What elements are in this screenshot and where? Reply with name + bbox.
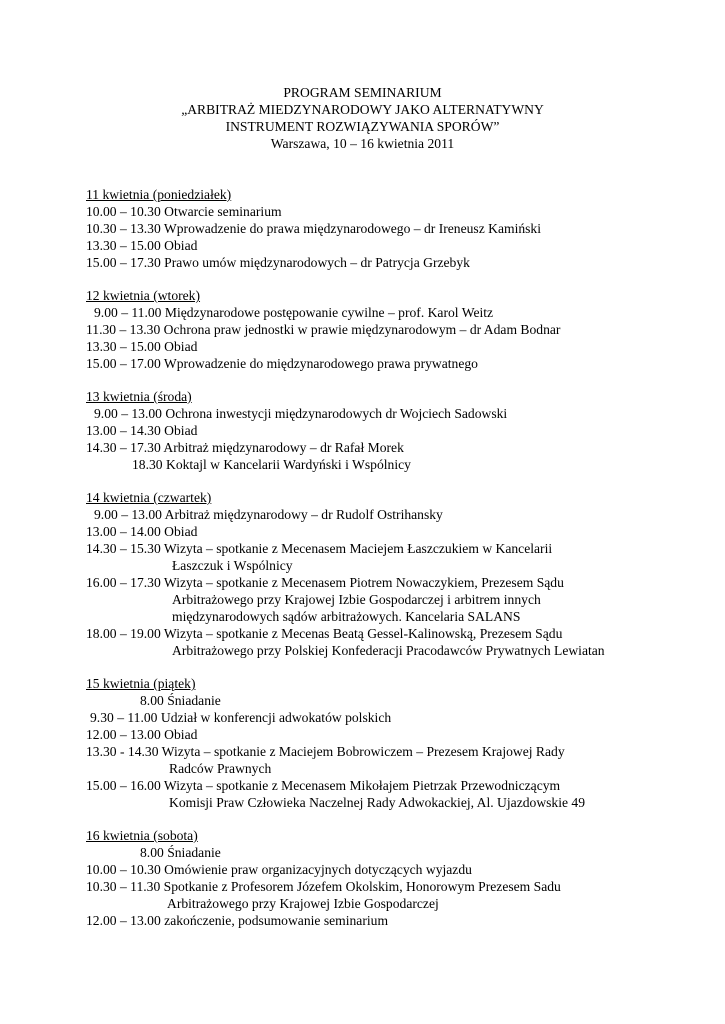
schedule-entry	[86, 861, 706, 878]
entry-time: 13.00 – 14.00	[86, 524, 161, 539]
entry-time: 10.00 – 10.30	[86, 204, 161, 219]
seminar-title-line1: „ARBITRAŻ MIEDZYNARODOWY JAKO ALTERNATYWNY	[181, 102, 544, 117]
entry-description: zakończenie, podsumowanie seminarium	[164, 913, 389, 928]
day-section	[86, 827, 706, 929]
entry-time: 9.30 – 11.00	[90, 710, 158, 725]
schedule-entry	[86, 912, 706, 929]
day-section	[86, 675, 706, 811]
entry-description: Wizyta – spotkanie z Mecenasem Maciejem Łaszczukiem w Kancelarii	[163, 541, 553, 556]
schedule-entry	[86, 304, 706, 321]
entry-description: Wprowadzenie do międzynarodowego prawa prywatnego	[163, 356, 478, 371]
entry-time: 13.00 – 14.30	[86, 423, 161, 438]
entry-time: 15.00 – 16.00	[86, 778, 161, 793]
seminar-title-line2: INSTRUMENT ROZWIĄZYWANIA SPORÓW”	[225, 119, 500, 134]
entry-description: Obiad	[164, 238, 198, 253]
schedule-entry	[86, 405, 706, 422]
schedule-entry	[86, 726, 706, 743]
day-section	[86, 388, 706, 473]
entry-description: Ochrona inwestycji międzynarodowych dr Wojciech Sadowski	[165, 406, 508, 421]
entry-time: 18.30	[132, 457, 163, 472]
entry-time: 15.00 – 17.30	[86, 255, 161, 270]
entry-description: Wizyta – spotkanie z Mecenas Beatą Gessel-Kalinowską, Prezesem Sądu	[163, 626, 563, 641]
entry-time: 12.00 – 13.00	[86, 913, 161, 928]
schedule-entry	[86, 506, 706, 523]
entry-time: 13.30 – 15.00	[86, 339, 161, 354]
entry-description: Wprowadzenie do prawa międzynarodowego – dr Ireneusz Kamiński	[163, 221, 542, 236]
day-title: 12 kwietnia (wtorek)	[86, 288, 201, 303]
schedule-entry	[86, 456, 706, 473]
entry-time: 10.00 – 10.30	[86, 862, 161, 877]
entry-time: 13.30 - 14.30	[86, 744, 159, 759]
schedule-entry	[86, 692, 706, 709]
entry-time: 9.00 – 13.00	[94, 507, 162, 522]
schedule-entry	[86, 625, 706, 659]
schedule-entry	[86, 203, 706, 220]
entry-time: 11.30 – 13.30	[86, 322, 161, 337]
entry-description: Obiad	[164, 727, 198, 742]
document-header	[0, 84, 725, 152]
entry-description: Ochrona praw jednostki w prawie międzynarodowym – dr Adam Bodnar	[163, 322, 561, 337]
entry-description-continued: Radców Prawnych	[169, 761, 272, 776]
day-title: 11 kwietnia (poniedziałek)	[86, 187, 232, 202]
entry-description: Obiad	[164, 423, 198, 438]
day-title: 13 kwietnia (środa)	[86, 389, 192, 404]
entry-description: Śniadanie	[167, 693, 221, 708]
entry-description: Arbitraż międzynarodowy – dr Rudolf Ostrihansky	[164, 507, 443, 522]
day-section	[86, 489, 706, 659]
entry-description: Wizyta – spotkanie z Mecenasem Piotrem Nowaczykiem, Prezesem Sądu	[163, 575, 564, 590]
entry-description: Spotkanie z Profesorem Józefem Okolskim, Honorowym Prezesem Sadu	[163, 879, 561, 894]
entry-time: 16.00 – 17.30	[86, 575, 161, 590]
program-schedule	[86, 186, 706, 945]
schedule-entry	[86, 574, 706, 625]
entry-time: 14.30 – 17.30	[86, 440, 161, 455]
schedule-entry	[86, 540, 706, 574]
entry-description: Obiad	[164, 339, 198, 354]
schedule-entry	[86, 844, 706, 861]
schedule-entry	[86, 321, 706, 338]
entry-time: 14.30 – 15.30	[86, 541, 161, 556]
schedule-entry	[86, 338, 706, 355]
entry-description: Śniadanie	[167, 845, 221, 860]
day-title: 14 kwietnia (czwartek)	[86, 490, 212, 505]
entry-time: 10.30 – 13.30	[86, 221, 161, 236]
entry-description-continued: Arbitrażowego przy Krajowej Izbie Gospodarczej i arbitrem innych	[172, 592, 541, 607]
entry-description: Międzynarodowe postępowanie cywilne – prof. Karol Weitz	[164, 305, 494, 320]
schedule-entry	[86, 237, 706, 254]
entry-description-continued: Łaszczuk i Wspólnicy	[172, 558, 293, 573]
schedule-entry	[86, 254, 706, 271]
day-section	[86, 287, 706, 372]
entry-time: 10.30 – 11.30	[86, 879, 161, 894]
schedule-entry	[86, 709, 706, 726]
entry-time: 9.00 – 13.00	[94, 406, 162, 421]
entry-description: Otwarcie seminarium	[164, 204, 282, 219]
entry-time: 15.00 – 17.00	[86, 356, 161, 371]
seminar-location-date: Warszawa, 10 – 16 kwietnia 2011	[270, 136, 455, 151]
entry-description-continued: Arbitrażowego przy Krajowej Izbie Gospodarczej	[167, 896, 439, 911]
entry-description: Wizyta – spotkanie z Maciejem Bobrowiczem – Prezesem Krajowej Rady	[161, 744, 565, 759]
program-title: PROGRAM SEMINARIUM	[283, 85, 442, 100]
entry-description: Arbitraż międzynarodowy – dr Rafał Morek	[163, 440, 404, 455]
entry-description-continued: międzynarodowych sądów arbitrażowych. Kancelaria SALANS	[172, 609, 521, 624]
entry-description: Obiad	[164, 524, 198, 539]
entry-time: 12.00 – 13.00	[86, 727, 161, 742]
schedule-entry	[86, 743, 706, 777]
entry-description: Koktajl w Kancelarii Wardyński i Wspólnicy	[166, 457, 411, 472]
entry-time: 8.00	[140, 693, 164, 708]
day-title: 16 kwietnia (sobota)	[86, 828, 198, 843]
schedule-entry	[86, 439, 706, 456]
entry-time: 18.00 – 19.00	[86, 626, 161, 641]
day-title: 15 kwietnia (piątek)	[86, 676, 196, 691]
entry-time: 9.00 – 11.00	[94, 305, 162, 320]
schedule-entry	[86, 355, 706, 372]
schedule-entry	[86, 523, 706, 540]
entry-time: 13.30 – 15.00	[86, 238, 161, 253]
entry-time: 8.00	[140, 845, 164, 860]
entry-description-continued: Arbitrażowego przy Polskiej Konfederacji Pracodawców Prywatnych Lewiatan	[172, 643, 605, 658]
entry-description: Wizyta – spotkanie z Mecenasem Mikołajem Pietrzak Przewodniczącym	[163, 778, 561, 793]
day-section	[86, 186, 706, 271]
schedule-entry	[86, 777, 706, 811]
schedule-entry	[86, 878, 706, 912]
schedule-entry	[86, 422, 706, 439]
schedule-entry	[86, 220, 706, 237]
entry-description: Prawo umów międzynarodowych – dr Patrycja Grzebyk	[164, 255, 470, 270]
entry-description-continued: Komisji Praw Człowieka Naczelnej Rady Adwokackiej, Al. Ujazdowskie 49	[169, 795, 586, 810]
entry-description: Omówienie praw organizacyjnych dotyczących wyjazdu	[164, 862, 472, 877]
entry-description: Udział w konferencji adwokatów polskich	[160, 710, 392, 725]
